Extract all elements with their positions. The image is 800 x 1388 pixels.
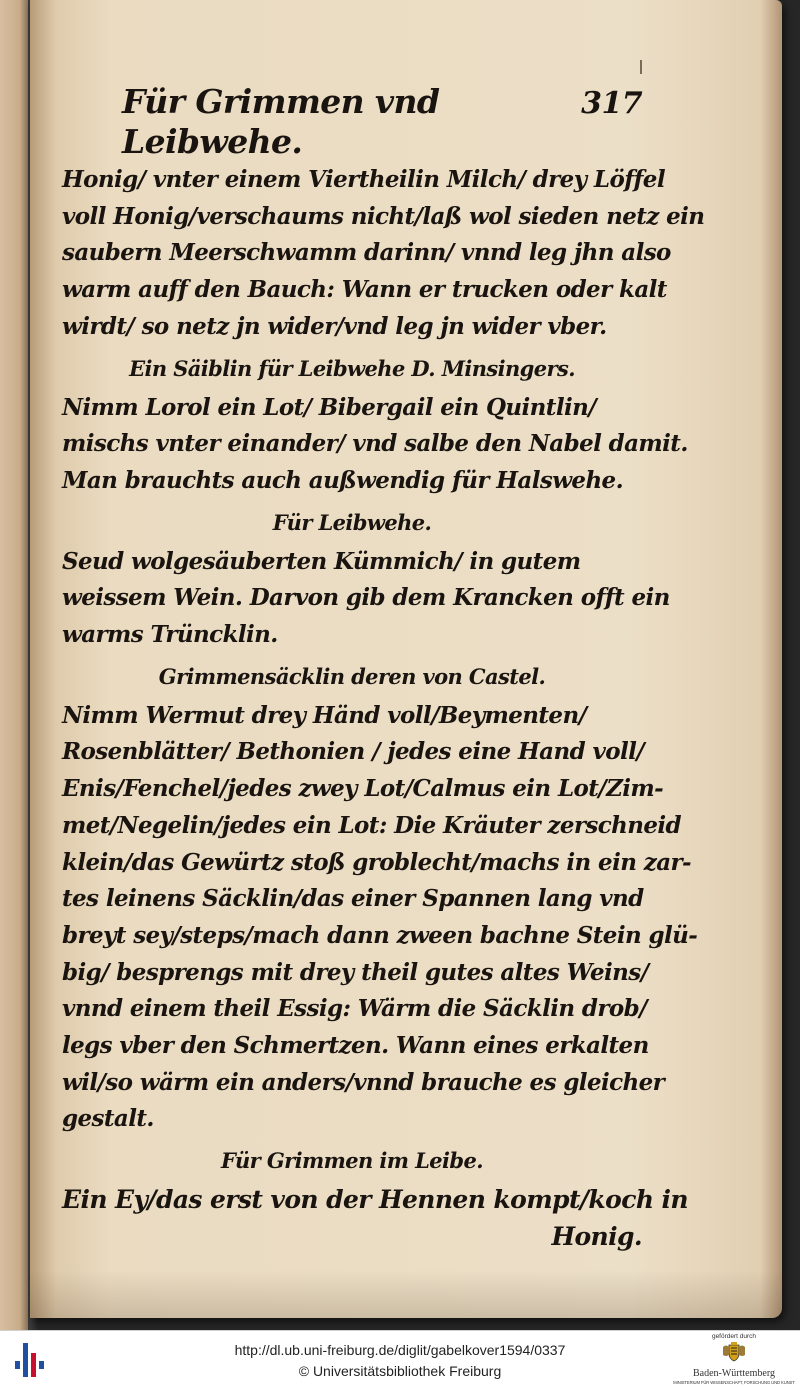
page-text [62,82,705,1256]
section-heading: Für Leibwehe. [272,509,432,535]
section-heading: Für Grimmen im Leibe. [221,1148,483,1174]
text-line: Seud wolgesäuberten Kümmich/ in gutem [62,547,581,575]
text-line: Enis/Fenchel/jedes zwey Lot/Calmus ein Lot/Zim- [62,775,664,803]
copyright-notice: © Universitätsbibliothek Freiburg [298,1363,502,1379]
text-line: Ein Ey/das erst von der Hennen kompt/koch in [62,1185,688,1215]
text-line: wirdt/ so netz jn wider/vnd leg jn wider vber. [62,312,607,340]
text-line: weissem Wein. Darvon gib dem Krancken offt ein [62,584,670,612]
text-line: Honig. [551,1221,642,1251]
pencil-mark [640,60,642,74]
running-head-title: Für Grimmen vnd Leibwehe. [122,82,440,161]
text-line: Rosenblätter/ Bethonien / jedes eine Hand voll/ [62,738,645,766]
coat-of-arms-icon [721,1341,747,1363]
permalink-url[interactable]: http://dl.ub.uni-freiburg.de/diglit/gabelkover1594/0337 [234,1342,566,1358]
text-line: klein/das Gewürtz stoß groblecht/machs in ein zar- [62,848,691,876]
text-line: legs vber den Schmertzen. Wann eines erkalten [62,1032,649,1060]
sponsor-ministry: MINISTERIUM FÜR WISSENSCHAFT, FORSCHUNG UND KUNST [673,1380,795,1385]
text-line: breyt sey/steps/mach dann zween bachne Stein glü- [62,921,698,949]
text-line: Nimm Lorol ein Lot/ Bibergail ein Quintlin/ [62,393,597,421]
running-head [62,82,642,162]
text-line: wil/so wärm ein anders/vnnd brauche es gleicher [62,1068,665,1096]
page-number: 317 [581,86,642,121]
text-line: gestalt. [62,1105,154,1133]
text-line: Honig/ vnter einem Viertheilin Milch/ drey Löffel [62,166,665,193]
sponsor-label: gefördert durch [711,1333,757,1340]
text-line: mischs vnter einander/ vnd salbe den Nabel damit. [62,430,688,458]
section-continuation [62,162,705,346]
text-line: tes leinens Säcklin/das einer Spannen lang vnd [62,885,644,913]
left-page-edge [0,0,28,1330]
section-heading: Ein Säiblin für Leibwehe D. Minsingers. [129,355,575,381]
text-line: Nimm Wermut drey Händ voll/Beymenten/ [62,701,587,729]
section-heading: Grimmensäcklin deren von Castel. [158,663,546,689]
text-line: voll Honig/verschaums nicht/laß wol sieden netz ein [62,202,705,230]
text-line: big/ besprengs mit drey theil gutes altes Weins/ [62,958,649,986]
sponsor-name: Baden-Württemberg [692,1368,775,1379]
text-line: warm auff den Bauch: Wann er trucken oder kalt [62,276,667,304]
section-grimmen-im-leibe [62,1144,688,1255]
section-leibwehe [62,506,670,654]
text-line: warms Trüncklin. [62,621,278,649]
text-line: Man brauchts auch außwendig für Halswehe. [62,466,624,494]
viewer-footer [0,1330,800,1388]
text-line: vnnd einem theil Essig: Wärm die Säcklin drob/ [62,995,647,1023]
section-saelblin [62,352,688,500]
sponsor-badge [670,1333,798,1387]
text-line: saubern Meerschwamm darinn/ vnnd leg jhn also [62,239,671,267]
text-line: met/Negelin/jedes ein Lot: Die Kräuter zerschneid [62,811,682,839]
section-grimmensaecklin [62,660,698,1138]
